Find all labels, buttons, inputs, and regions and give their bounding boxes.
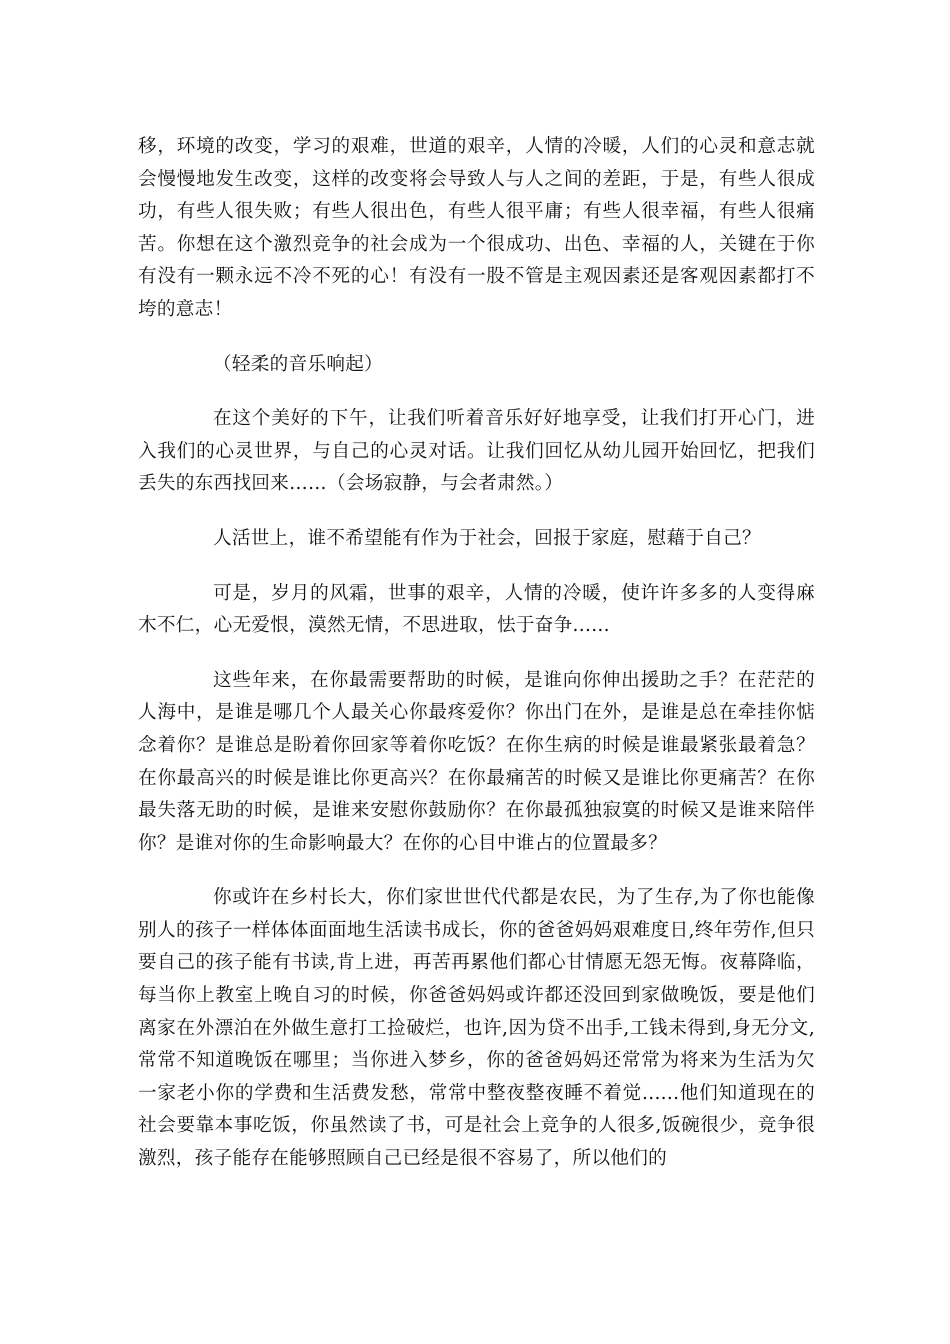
paragraph-5: 可是，岁月的风霜，世事的艰辛，人情的冷暖，使许许多多的人变得麻木不仁，心无爱恨，漠然无情，不思进取，怯于奋争...... (138, 582, 815, 637)
paragraph-2: （轻柔的音乐响起） (213, 353, 384, 375)
paragraph-7: 你或许在乡村长大，你们家世世代代都是农民，为了生存,为了你也能像别人的孩子一样体体面面地生活读书成长，你的爸爸妈妈艰难度日,终年劳作,但只要自己的孩子能有书读,肯上进，再苦再累他们都心甘情愿无怨无悔。夜幕降临，每当你上教室上晚自习的时候，你爸爸妈妈或许都还没回到家做晚饭，要是他们离家在外漂泊在外做生意打工捡破烂，也许,因为贷不出手,工钱未得到,身无分文,常常不知道晚饭在哪里；当你进入梦乡，你的爸爸妈妈还常常为将来为生活为欠一家老小你的学费和生活费发愁，常常中整夜整夜睡不着觉......他们知道现在的社会要靠本事吃饭，你虽然读了书，可是社会上竞争的人很多,饭碗很少，竞争很激烈，孩子能存在能够照顾自己已经是很不容易了，所以他们的 (138, 887, 815, 1170)
paragraph-6: 这些年来，在你最需要帮助的时候，是谁向你伸出援助之手？在茫茫的人海中，是谁是哪几个人最关心你最疼爱你？你出门在外，是谁是总在牵挂你惦念着你？是谁总是盼着你回家等着你吃饭？在你生病的时候是谁最紧张最着急？在你最高兴的时候是谁比你更高兴？在你最痛苦的时候又是谁比你更痛苦？在你最失落无助的时候，是谁来安慰你鼓励你？在你最孤独寂寞的时候又是谁来陪伴你？是谁对你的生命影响最大？在你的心目中谁占的位置最多？ (138, 669, 815, 854)
paragraph-4: 人活世上，谁不希望能有作为于社会，回报于家庭，慰藉于自己？ (213, 527, 761, 549)
paragraph-1: 移，环境的改变，学习的艰难，世道的艰辛，人情的冷暖，人们的心灵和意志就会慢慢地发生改变，这样的改变将会导致人与人之间的差距，于是，有些人很成功，有些人很失败；有些人很出色，有些人很平庸；有些人很幸福，有些人很痛苦。你想在这个激烈竞争的社会成为一个很成功、出色、幸福的人，关键在于你有没有一颗永远不冷不死的心！有没有一股不管是主观因素还是客观因素都打不垮的意志！ (138, 136, 815, 320)
paragraph-3: 在这个美好的下午，让我们听着音乐好好地享受，让我们打开心门，进入我们的心灵世界，与自己的心灵对话。让我们回忆从幼儿园开始回忆，把我们丢失的东西找回来……（会场寂静，与会者肃然。） (138, 408, 815, 495)
document-body (138, 131, 815, 1198)
